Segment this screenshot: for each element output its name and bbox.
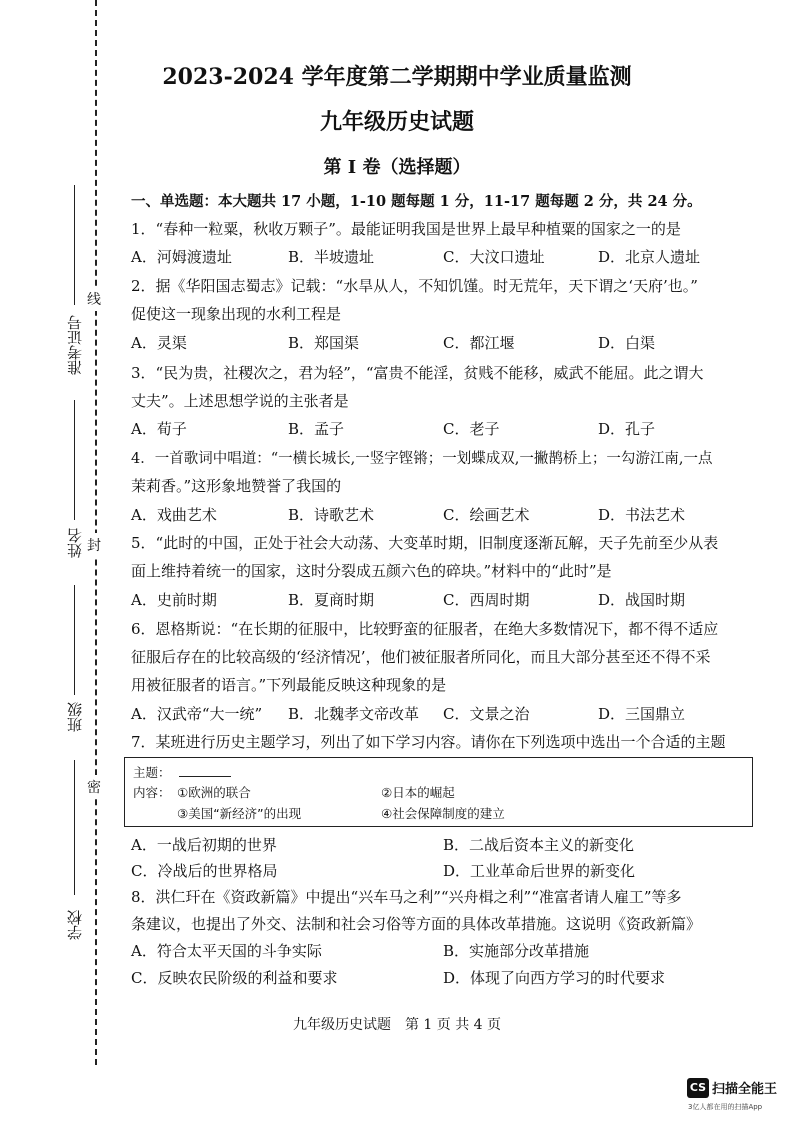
seal-mark-mi: 密 [87, 775, 101, 799]
exam-subtitle: 九年级历史试题 [319, 109, 474, 135]
seal-mark-feng: 封 [87, 533, 101, 557]
q7-item-4: ④社会保障制度的建立 [381, 806, 505, 821]
q7-option-b: B．二战后资本主义的新变化 [443, 836, 635, 854]
question-6-line-2: 征服后存在的比较高级的‘经济情况’，他们被征服者所同化，而且大部分甚至还不得不采 [131, 648, 711, 666]
q5-option-c: C．西周时期 [443, 591, 530, 609]
q4-option-c: C．绘画艺术 [443, 506, 530, 524]
question-7-line-1: 7．某班进行历史主题学习，列出了如下学习内容。请你在下列选项中选出一个合适的主题 [131, 733, 726, 751]
question-2-line-1: 2．据《华阳国志蜀志》记载：“水旱从人，不知饥馑。时无荒年，天下谓之‘天府’也。” [131, 277, 698, 295]
q3-option-d: D．孔子 [598, 420, 656, 438]
exam-id-blank-line [74, 185, 75, 305]
q3-option-b: B．孟子 [288, 420, 345, 438]
q7-content-label: 内容： [133, 785, 171, 800]
camscanner-logo-icon: CS [687, 1078, 709, 1098]
q8-option-c: C．反映农民阶级的利益和要求 [131, 969, 338, 987]
school-label: 学校 [66, 910, 84, 940]
q7-item-1: ①欧洲的联合 [177, 785, 251, 800]
q1-option-b: B．半坡遗址 [288, 248, 375, 266]
question-8-line-1: 8．洪仁玕在《资政新篇》中提出“兴车马之利”“兴舟楫之利”“准富者请人雇工”等多 [131, 888, 682, 906]
question-5-line-1: 5．“此时的中国，正处于社会大动荡、大变革时期，旧制度逐渐瓦解，天子先前至少从表 [131, 534, 719, 552]
q7-item-2: ②日本的崛起 [381, 785, 455, 800]
class-label: 班级 [66, 702, 84, 732]
question-3-line-2: 丈夫”。上述思想学说的主张者是 [131, 392, 349, 410]
q7-option-a: A．一战后初期的世界 [131, 836, 277, 854]
question-4-line-1: 4．一首歌词中唱道：“一横长城长,一竖字铿锵；一划蝶成双,一撇鹊桥上；一勾游江南,一点 [131, 451, 713, 467]
question-5-line-2: 面上维持着统一的国家，这时分裂成五颜六色的碎块。”材料中的“此时”是 [131, 562, 612, 580]
q5-option-a: A．史前时期 [131, 591, 217, 609]
q7-item-3: ③美国“新经济”的出现 [177, 806, 302, 821]
q6-option-b: B．北魏孝文帝改革 [288, 705, 420, 723]
q8-option-d: D．体现了向西方学习的时代要求 [443, 969, 666, 987]
seal-mark-xian: 线 [87, 287, 101, 311]
school-blank-line [74, 760, 75, 895]
exam-title: 2023-2024 学年度第二学期期中学业质量监测 [162, 64, 632, 90]
q7-theme-blank [179, 776, 231, 777]
q2-option-b: B．郑国渠 [288, 334, 360, 352]
question-6-line-3: 用被征服者的语言。”下列最能反映这种现象的是 [131, 676, 447, 694]
q3-option-a: A．荀子 [131, 420, 187, 438]
question-3-line-1: 3．“民为贵，社稷次之，君为轻”，“富贵不能淫，贫贱不能移，威武不能屈。此之谓大 [131, 364, 704, 382]
q7-option-d: D．工业革命后世界的新变化 [443, 862, 636, 880]
q5-option-d: D．战国时期 [598, 591, 686, 609]
q4-option-b: B．诗歌艺术 [288, 506, 375, 524]
q8-option-b: B．实施部分改革措施 [443, 942, 590, 960]
question-2-line-2: 促使这一现象出现的水利工程是 [131, 305, 342, 323]
page-footer: 九年级历史试题 第 1 页 共 4 页 [292, 1017, 502, 1033]
name-label: 姓名 [66, 528, 84, 558]
q1-option-a: A．河姆渡遗址 [131, 248, 232, 266]
q7-material-box [124, 757, 753, 827]
question-8-line-2: 条建议，也提出了外交、法制和社会习俗等方面的具体改革措施。这说明《资政新篇》 [131, 915, 702, 933]
question-1-line-1: 1．“春种一粒粟，秋收万颗子”。最能证明我国是世界上最早种植粟的国家之一的是 [131, 220, 681, 238]
q6-option-d: D．三国鼎立 [598, 705, 686, 723]
question-6-line-1: 6．恩格斯说：“在长期的征服中，比较野蛮的征服者，在绝大多数情况下，都不得不适应 [131, 620, 719, 638]
q4-option-d: D．书法艺术 [598, 506, 686, 524]
q2-option-a: A．灵渠 [131, 334, 187, 352]
section-title: 第 I 卷（选择题） [323, 157, 471, 178]
q7-option-c: C．冷战后的世界格局 [131, 862, 278, 880]
q3-option-c: C．老子 [443, 420, 500, 438]
q1-option-d: D．北京人遗址 [598, 248, 701, 266]
q7-theme-label: 主题： [133, 765, 171, 780]
class-blank-line [74, 585, 75, 695]
camscanner-name: 扫描全能王 [712, 1082, 778, 1097]
section-instructions: 一、单选题：本大题共 17 小题，1-10 题每题 1 分，11-17 题每题 2 分，共 24 分。 [131, 193, 702, 210]
name-blank-line [74, 400, 75, 520]
q5-option-b: B．夏商时期 [288, 591, 375, 609]
q2-option-c: C．都江堰 [443, 334, 515, 352]
camscanner-slogan: 3亿人都在用的扫描App [688, 1103, 763, 1111]
q6-option-c: C．文景之治 [443, 705, 530, 723]
q1-option-c: C．大汶口遗址 [443, 248, 545, 266]
q2-option-d: D．白渠 [598, 334, 656, 352]
q6-option-a: A．汉武帝“大一统” [131, 705, 263, 723]
q4-option-a: A．戏曲艺术 [131, 506, 217, 524]
q8-option-a: A．符合太平天国的斗争实际 [131, 942, 322, 960]
exam-id-label: 准考证号 [66, 315, 84, 375]
question-4-line-2: 茉莉香。”这形象地赞誉了我国的 [131, 477, 342, 495]
